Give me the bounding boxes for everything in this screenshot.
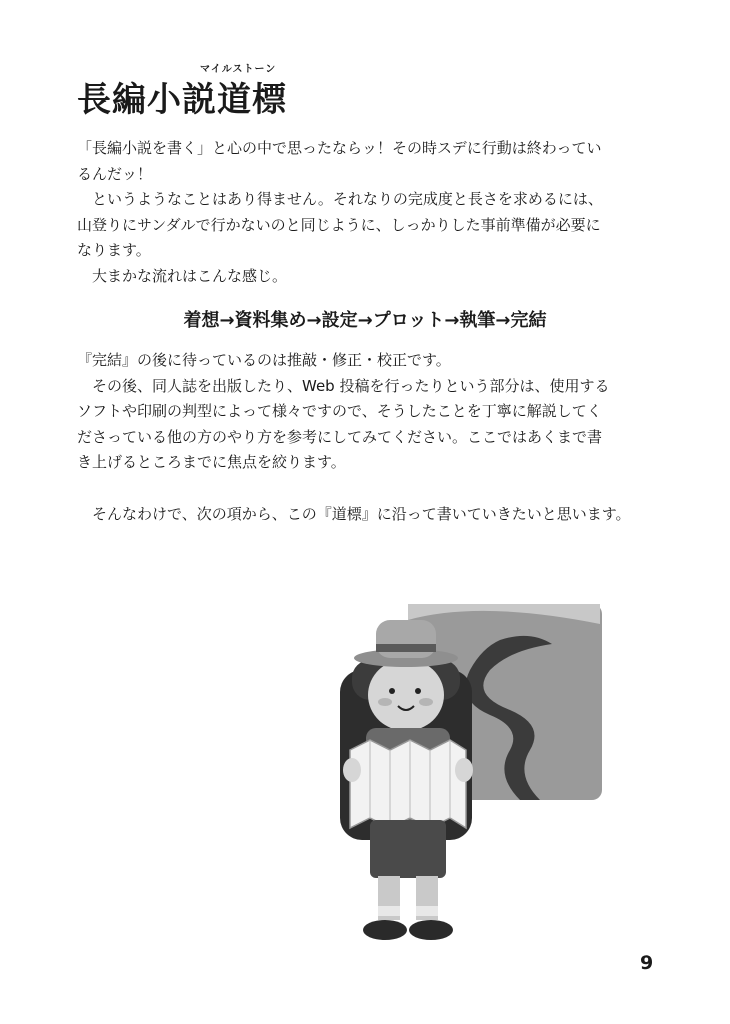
text-line: き上げるところまでに焦点を絞ります。: [77, 453, 346, 471]
hiker-with-map-icon: [330, 600, 610, 945]
chapter-ruby: マイルストーン: [200, 64, 277, 75]
text-line: るんだッ！: [77, 164, 153, 183]
text-line: 山登りにサンダルで行かないのと同じように、しっかりした事前準備が必要に: [77, 215, 601, 234]
text-line: というようなことはあり得ません。それなりの完成度と長さを求めるには、: [77, 190, 603, 208]
text-line: その後、同人誌を出版したり、Web 投稿を行ったりという部分は、使用する: [77, 376, 610, 395]
text-line: そんなわけで、次の項から、この『道標』に沿って書いていきたいと思います。: [77, 505, 631, 523]
chapter-title: 長編小説道標: [77, 80, 287, 120]
text-line: ソフトや印刷の判型によって様々ですので、そうしたことを丁寧に解説してく: [77, 402, 602, 420]
text-line: 「長編小説を書く」と心の中で思ったならッ！その時スデに行動は終わってい: [77, 139, 602, 157]
intro-paragraph: [77, 136, 657, 289]
closing-paragraph: [77, 502, 657, 528]
text-line: 大まかな流れはこんな感じ。: [77, 266, 288, 285]
text-line: 『完結』の後に待っているのは推敲・修正・校正です。: [77, 351, 451, 369]
page-number: 9: [640, 952, 654, 974]
text-line: なります。: [77, 241, 151, 259]
after-paragraph: [77, 348, 657, 476]
text-line: ださっている他の方のやり方を参考にしてみてください。ここではあくまで書: [77, 427, 603, 446]
workflow-steps: 着想→資料集め→設定→プロット→執筆→完結: [183, 310, 547, 331]
hiker-illustration: [330, 600, 610, 945]
